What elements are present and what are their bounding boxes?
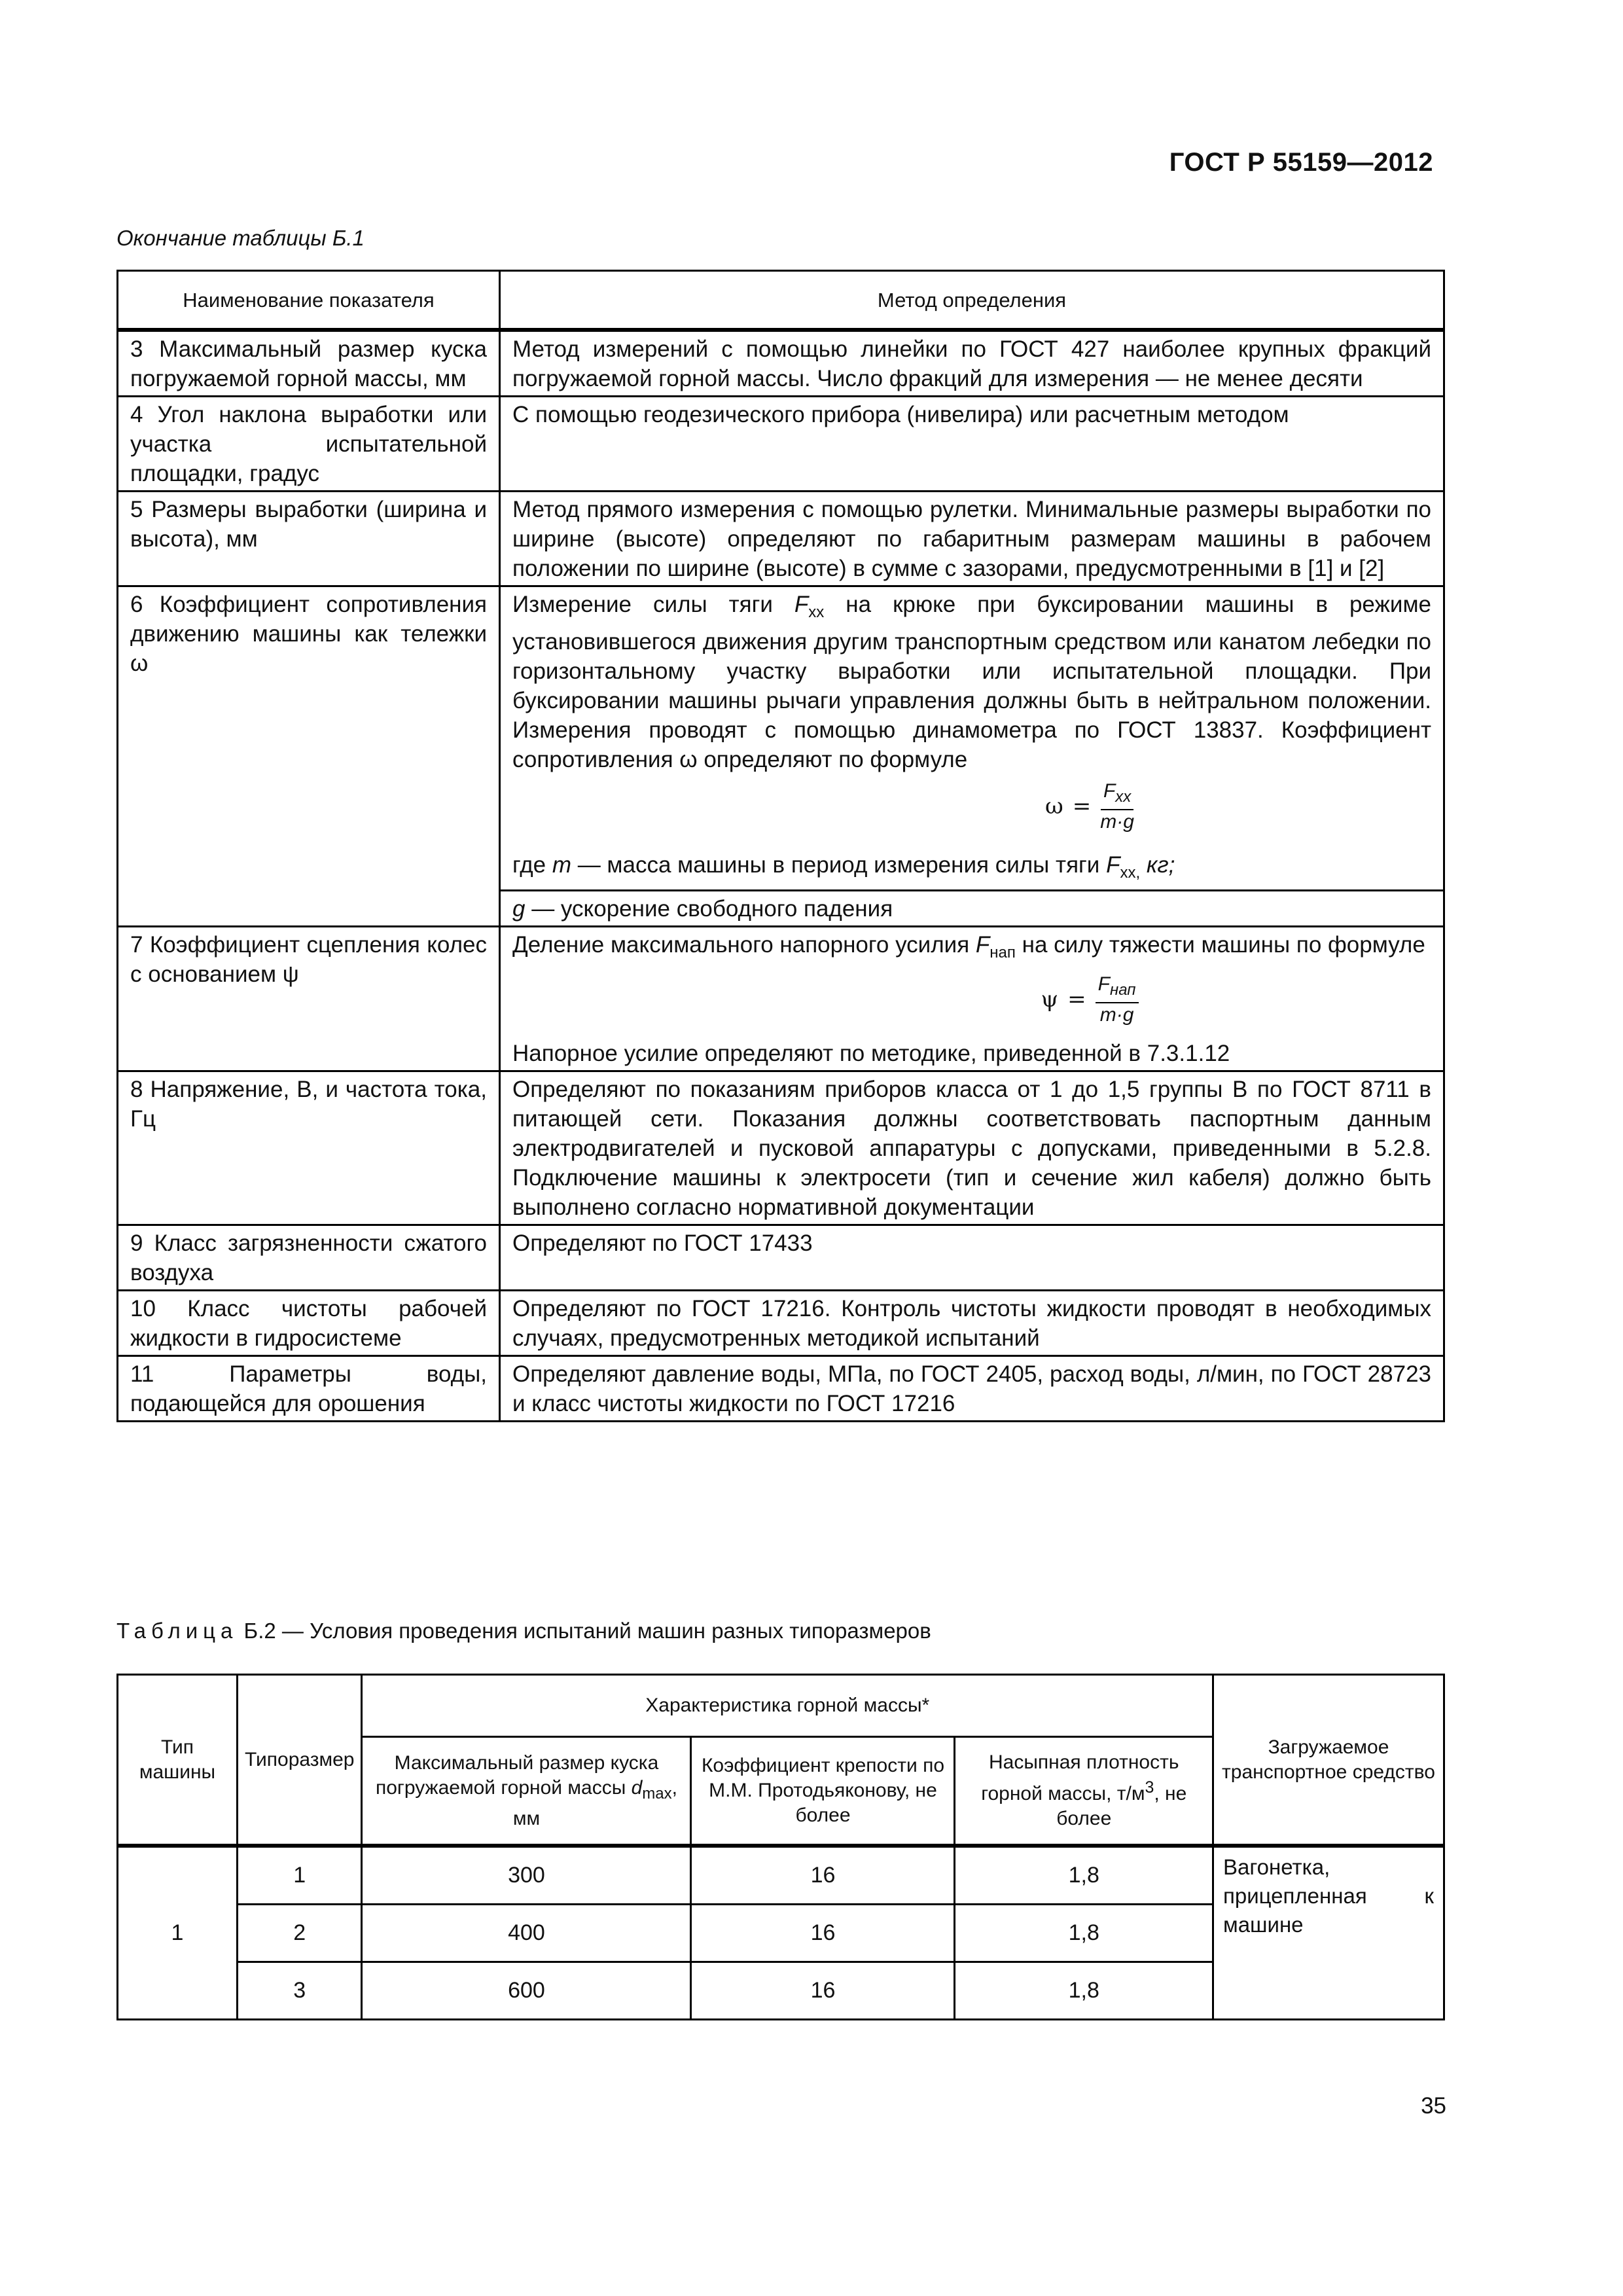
table-b2-caption: Таблица Б.2 — Условия проведения испытаний машин разных типоразмеров [116, 1619, 931, 1643]
row-method: Определяют по ГОСТ 17433 [500, 1225, 1444, 1291]
max-size-cell: 600 [362, 1962, 691, 2020]
table-row [118, 1225, 1444, 1291]
max-size-cell: 300 [362, 1846, 691, 1905]
row-name: 4 Угол наклона выработки или участка испытательной площадки, градус [118, 397, 500, 492]
table-b1 [116, 270, 1445, 1422]
formula-where-line: где m — масса машины в период измерения силы тяги $F_{хх,}$ кг; [500, 848, 1444, 891]
page-number: 35 [1421, 2093, 1446, 2119]
row-name: 3 Максимальный размер куска погружаемой горной массы, мм [118, 330, 500, 397]
hardness-cell: 16 [691, 1962, 955, 2020]
table-row [118, 1071, 1444, 1225]
formula-omega: ω = $\frac{F_{хх}}{m\cdot g}$ [1045, 780, 1134, 833]
row-name: 10 Класс чистоты рабочей жидкости в гидросистеме [118, 1291, 500, 1356]
table-row [118, 927, 1444, 1071]
size-cell: 2 [238, 1905, 362, 1962]
size-cell: 1 [238, 1846, 362, 1905]
row-method: Определяют по ГОСТ 17216. Контроль чистоты жидкости проводят в необходимых случаях, предусмотренных методикой испытаний [500, 1291, 1444, 1356]
table-row [118, 1356, 1444, 1422]
table-b1-caption: Окончание таблицы Б.1 [116, 226, 365, 250]
row-name: 8 Напряжение, В, и частота тока, Гц [118, 1071, 500, 1225]
row-name: 7 Коэффициент сцепления колес с основанием ψ [118, 927, 500, 1071]
table-row [118, 330, 1444, 397]
table-header-row [118, 1675, 1444, 1737]
machine-type-cell: 1 [118, 1846, 238, 2020]
density-cell: 1,8 [955, 1846, 1213, 1905]
table-header-row [118, 271, 1444, 331]
table-b2 [116, 1674, 1445, 2020]
column-header-size: Типоразмер [238, 1675, 362, 1846]
row-method: Определяют давление воды, МПа, по ГОСТ 2405, расход воды, л/мин, по ГОСТ 28723 и класс чистоты жидкости по ГОСТ 17216 [500, 1356, 1444, 1422]
row-name: 5 Размеры выработки (ширина и высота), мм [118, 492, 500, 586]
table-row [118, 586, 1444, 848]
column-header-type: Тип машины [118, 1675, 238, 1846]
column-header-load: Загружаемое транспортное средство [1213, 1675, 1444, 1846]
hardness-cell: 16 [691, 1846, 955, 1905]
row-method: Деление максимального напорного усилия $F_{нап}$ на силу тяжести машины по формуле ψ = $\frac{F_{нап}}{m\cdot g}$ Напорное усилие определяют по методике, приведенной в 7.3.1.12 [500, 927, 1444, 1071]
column-header-hardness: Коэффициент крепости по М.М. Протодьяконову, не более [691, 1737, 955, 1846]
table-row [118, 397, 1444, 492]
row-name: 6 Коэффициент сопротивления движению машины как тележки ω [118, 586, 500, 927]
row-method: С помощью геодезического прибора (нивелира) или расчетным методом [500, 397, 1444, 492]
column-header-method: Метод определения [500, 271, 1444, 331]
row-name: 11 Параметры воды, подающейся для орошения [118, 1356, 500, 1422]
density-cell: 1,8 [955, 1905, 1213, 1962]
formula-g-line: g — ускорение свободного падения [500, 891, 1444, 927]
load-vehicle-cell: Вагонетка, прицепленная к машине [1213, 1846, 1444, 2020]
row-note: Напорное усилие определяют по методике, приведенной в 7.3.1.12 [512, 1041, 1230, 1066]
table-row [118, 1846, 1444, 1905]
row-name: 9 Класс загрязненности сжатого воздуха [118, 1225, 500, 1291]
document-code-header: ГОСТ Р 55159—2012 [1169, 148, 1433, 177]
max-size-cell: 400 [362, 1905, 691, 1962]
hardness-cell: 16 [691, 1905, 955, 1962]
table-row [118, 1291, 1444, 1356]
column-header-max-size: Максимальный размер куска погружаемой горной массы $d_{max}$, мм [362, 1737, 691, 1846]
formula-psi: ψ = $\frac{F_{нап}}{m\cdot g}$ [512, 967, 1431, 1039]
row-method: Определяют по показаниям приборов класса от 1 до 1,5 группы В по ГОСТ 8711 в питающей сети. Показания должны соответствовать паспортным данным электродвигателей и пусковой аппаратуры с допусками, приведенными в 5.2.8. Подключение машины к электросети (тип и сечение жил кабеля) должно быть выполнено согласно нормативной документации [500, 1071, 1444, 1225]
row-method: Метод прямого измерения с помощью рулетки. Минимальные размеры выработки по ширине (высоте) определяют по габаритным размерам машины в рабочем положении по ширине (высоте) в сумме с зазорами, предусмотренными в [1] и [2] [500, 492, 1444, 586]
table-row [118, 492, 1444, 586]
size-cell: 3 [238, 1962, 362, 2020]
row-method: Измерение силы тяги $F_{хх}$ на крюке при буксировании машины в режиме установившегося движения другим транспортным средством или канатом лебедки по горизонтальному участку выработки или испытательной площадки. При буксировании машины рычаги управления должны быть в нейтральном положении. Измерения проводят с помощью динамометра по ГОСТ 13837. Коэффициент сопротивления ω определяют по формуле ω = $\frac{F_{хх}}{m\cdot g}$ [500, 586, 1444, 848]
column-header-group: Характеристика горной массы* [362, 1675, 1213, 1737]
column-header-name: Наименование показателя [118, 271, 500, 331]
column-header-density: Насыпная плотность горной массы, $т/м^3$, не более [955, 1737, 1213, 1846]
row-method: Метод измерений с помощью линейки по ГОСТ 427 наиболее крупных фракций погружаемой горной массы. Число фракций для измерения — не менее десяти [500, 330, 1444, 397]
density-cell: 1,8 [955, 1962, 1213, 2020]
